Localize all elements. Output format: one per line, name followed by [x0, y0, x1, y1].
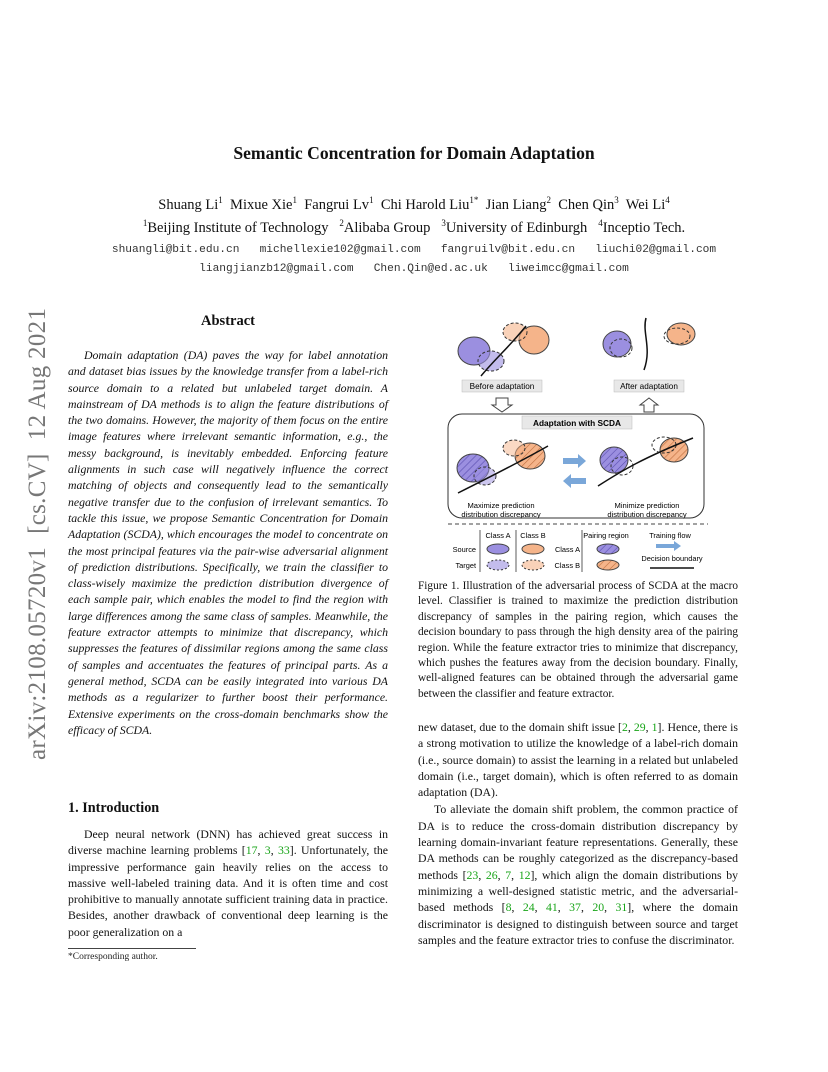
- author-list: [0, 195, 828, 214]
- author-affiliation-mark: 4: [665, 195, 670, 205]
- before-adaptation-diagram: [458, 323, 549, 412]
- affiliation: $^4$Inceptio Tech.: [598, 218, 686, 236]
- author-affiliation-mark: 1: [218, 195, 223, 205]
- figure-1-caption: Figure 1. Illustration of the adversarial process of SCDA at the macro level. Classifier is trained to maximize the prediction distribution discrepancy of samples in the pairing region, which causes the decision boundary to pass through the high density area of the pairing region. While the feature extractor tries to minimize that discrepancy, which pushes the features away from the decision boundary. Finally, well-aligned features can be obtained through the adversarial game between the classifier and feature extractor.: [418, 580, 738, 700]
- legend-source: Source: [452, 545, 476, 554]
- affiliation-mark: 1: [142, 218, 148, 228]
- email-line-2: liangjianzb12@gmail.com Chen.Qin@ed.ac.uk liweimcc@gmail.com: [199, 263, 629, 275]
- scda-box: [448, 414, 704, 519]
- citation-link[interactable]: 20: [592, 900, 605, 915]
- author-name: Jian Liang$^2$: [485, 195, 551, 213]
- affiliation: $^1$Beijing Institute of Technology: [142, 218, 329, 236]
- affiliation-mark: 2: [339, 218, 344, 228]
- author-affiliation-mark: 3: [614, 195, 619, 205]
- affiliation: $^3$University of Edinburgh: [441, 218, 588, 236]
- maximize-label-1: Maximize prediction: [467, 501, 535, 510]
- legend-pairing-region: Pairing region: [583, 531, 629, 540]
- author-name: Fangrui Lv$^1$: [304, 195, 374, 213]
- author-name: Mixue Xie$^1$: [230, 195, 297, 213]
- legend-pairing-b-swatch: [597, 560, 619, 570]
- citation-link[interactable]: 33: [277, 843, 290, 858]
- legend-pairing-a-swatch: [597, 544, 619, 554]
- intro-paragraph-3: To alleviate the domain shift problem, the common practice of DA is to reduce the cross-domain distribution discrepancy by learning domain-invariant feature representations. Generally, these DA methods can be roughly categorized as the discrepancy-based methods [23, 26, 7, 12], which align the domain distributions by minimizing a well-designed statistic metric, and the adversarial-based methods [8, 24, 41, 37, 20, 31], where the domain discriminator is designed to distinguish between source and target samples and the feature extractor tries to confuse the discriminator.: [418, 802, 739, 947]
- author-affiliation-mark: 1: [292, 195, 297, 205]
- email-line-1: shuangli@bit.edu.cn michellexie102@gmail.com fangruilv@bit.edu.cn liuchi02@gmail.com: [111, 244, 717, 256]
- citation-link[interactable]: 23: [466, 867, 479, 882]
- down-arrow-icon: [492, 398, 512, 412]
- affiliation-mark: 3: [441, 218, 446, 228]
- abstract-heading: Abstract: [201, 313, 255, 329]
- abstract-text: Domain adaptation (DA) paves the way for label annotation and dataset bias issues by the knowledge transfer from a label-rich source domain to a related but unlabeled target domain. A mainstream of DA methods is to align the feature distributions of the two domains. However, the majority of them focus on the entire image features where irrelevant semantic information, e.g., the messy background, is inevitably embedded. Enforcing feature alignments in such case will negatively influence the correct matching of objects and consequently lead to the semantically negative transfer due to the confusion of irrelevant semantics. To tackle this issue, we propose Semantic Concentration for Domain Adaptation (SCDA), which encourages the model to concentrate on the most principal features via the pair-wise adversarial alignment of prediction distributions. Specifically, we train the classifier to class-wisely maximize the prediction distribution divergence of each sample pair, which enables the model to find the region with large differences among the same class of samples. Meanwhile, the feature extractor attempts to minimize that discrepancy, which suppresses the features of dissimilar regions among the same class of samples and accentuates the features of principal parts. As a general method, SCDA can be easily integrated into various DA methods as a regularizer to further boost their performance. Extensive experiments on the cross-domain benchmarks show the efficacy of SCDA.: [68, 348, 388, 737]
- citation-link[interactable]: 3: [264, 843, 271, 858]
- legend-target: Target: [455, 561, 476, 570]
- citation-link[interactable]: 17: [245, 843, 258, 858]
- legend-source-a-swatch: [487, 544, 509, 554]
- legend-source-b-swatch: [522, 544, 544, 554]
- legend-class-b: Class B: [520, 531, 546, 540]
- before-adaptation-label: Before adaptation: [469, 382, 535, 391]
- citation-link[interactable]: 8: [505, 900, 512, 915]
- footnote-corresponding-author: *Corresponding author.: [68, 952, 158, 962]
- section-heading-introduction: 1. Introduction: [68, 800, 160, 816]
- author-name: Wei Li$^4$: [625, 195, 670, 213]
- abstract-body: [68, 347, 388, 738]
- citation-link[interactable]: 37: [569, 900, 581, 915]
- author-affiliation-mark: 1*: [469, 195, 479, 205]
- legend-class-b-short: Class B: [554, 561, 580, 570]
- author-name: Chi Harold Liu$^{1*}$: [380, 195, 479, 213]
- citation-link[interactable]: 29: [633, 720, 646, 734]
- author-affiliation-mark: 1: [369, 195, 374, 205]
- scda-box-title: Adaptation with SCDA: [532, 418, 622, 428]
- legend-class-a-short: Class A: [554, 545, 580, 554]
- citation-link[interactable]: 41: [546, 900, 558, 915]
- citation-link[interactable]: 31: [615, 900, 628, 915]
- citation-link[interactable]: 7: [505, 867, 512, 882]
- citation-link[interactable]: 12: [518, 867, 531, 882]
- figure-1: [418, 308, 738, 573]
- after-adaptation-diagram: [603, 318, 695, 412]
- minimize-label-2: distribution discrepancy: [607, 510, 687, 519]
- citation-link[interactable]: 26: [485, 867, 498, 882]
- legend-decision-boundary: Decision boundary: [641, 554, 703, 563]
- email-list: [0, 241, 828, 279]
- maximize-label-2: distribution discrepancy: [461, 510, 541, 519]
- author-affiliation-mark: 2: [546, 195, 551, 205]
- affiliation-mark: 4: [598, 218, 603, 228]
- citation-link[interactable]: 1: [651, 720, 658, 734]
- intro-paragraph-2: new dataset, due to the domain shift issue [2, 29, 1]. Hence, there is a strong motivation to utilize the knowledge of a label-rich domain (i.e., source domain) to assist the learning in a related but unlabeled domain (i.e., target domain), which is often referred to as domain adaptation (DA).: [418, 720, 738, 800]
- arxiv-stamp: arXiv:2108.05720v1 [cs.CV] 12 Aug 2021: [24, 307, 51, 760]
- legend-training-flow: Training flow: [649, 531, 691, 540]
- right-column-body: [418, 719, 738, 948]
- intro-paragraph-1: Deep neural network (DNN) has achieved great success in diverse machine learning problems [17, 3, 33]. Unfortunately, the impressive performance gain heavily relies on the access to massive well-labeled training data. And it is often time and cost prohibitive to manually annotate sufficient training data in practice. Besides, another drawback of conventional deep learning is the poor generalization on a: [68, 827, 389, 939]
- up-arrow-icon: [640, 398, 658, 412]
- legend-target-b-swatch: [522, 560, 544, 570]
- footnote-rule: [68, 948, 196, 949]
- legend-training-flow-arrow-icon: [656, 541, 681, 551]
- author-name: Chen Qin$^3$: [558, 195, 619, 213]
- legend-target-a-swatch: [487, 560, 509, 570]
- paper-title: Semantic Concentration for Domain Adaptation: [233, 143, 595, 163]
- affiliation: $^2$Alibaba Group: [339, 218, 431, 236]
- author-name: Shuang Li$^1$: [158, 195, 223, 213]
- intro-body: [68, 826, 388, 940]
- after-adaptation-label: After adaptation: [620, 382, 678, 391]
- figure-legend: [453, 530, 703, 572]
- citation-link[interactable]: 24: [522, 900, 535, 915]
- affiliation-list: [0, 218, 828, 237]
- citation-link[interactable]: 2: [622, 720, 628, 734]
- minimize-label-1: Minimize prediction: [614, 501, 680, 510]
- legend-class-a: Class A: [485, 531, 511, 540]
